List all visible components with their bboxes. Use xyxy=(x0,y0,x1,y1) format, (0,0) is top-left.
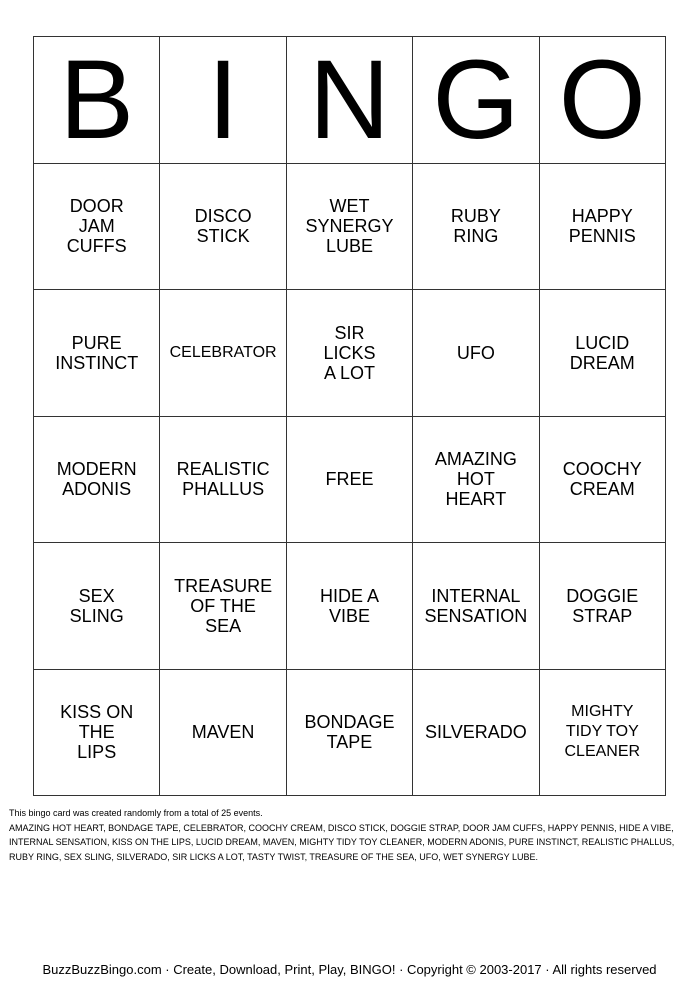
bingo-square xyxy=(287,290,413,417)
bingo-square xyxy=(160,290,286,417)
square-text: MIGHTY TIDY TOY CLEANER xyxy=(564,703,641,761)
bingo-square xyxy=(34,417,160,544)
square-text: DISCO STICK xyxy=(194,206,252,247)
bingo-square xyxy=(413,164,539,291)
bingo-square xyxy=(34,164,160,291)
square-text: RUBY RING xyxy=(450,206,501,247)
bingo-square xyxy=(413,417,539,544)
header-cell-n xyxy=(287,37,413,164)
square-text: UFO xyxy=(456,342,495,363)
square-text: FREE xyxy=(325,469,374,490)
square-text: SEX SLING xyxy=(69,585,124,626)
square-text: AMAZING HOT HEART xyxy=(434,449,517,510)
square-text: KISS ON THE LIPS xyxy=(60,702,134,763)
header-cell-i xyxy=(160,37,286,164)
bingo-square xyxy=(160,543,286,670)
square-text: DOOR JAM CUFFS xyxy=(66,196,127,257)
header-letter: I xyxy=(207,37,239,162)
square-text: BONDAGE TAPE xyxy=(304,712,395,753)
bingo-square xyxy=(287,543,413,670)
square-text: HAPPY PENNIS xyxy=(568,206,636,247)
bingo-square xyxy=(160,670,286,797)
free-square xyxy=(287,417,413,544)
square-text: MAVEN xyxy=(191,722,255,743)
square-text: HIDE A VIBE xyxy=(319,585,379,626)
square-text: SIR LICKS A LOT xyxy=(323,322,376,383)
header-cell-o xyxy=(540,37,666,164)
bingo-square xyxy=(413,670,539,797)
square-text: DOGGIE STRAP xyxy=(566,585,639,626)
bingo-square xyxy=(540,670,666,797)
bingo-square xyxy=(287,670,413,797)
square-text: PURE INSTINCT xyxy=(55,332,139,373)
bingo-square xyxy=(540,417,666,544)
square-text: REALISTIC PHALLUS xyxy=(176,459,270,500)
bingo-square xyxy=(34,543,160,670)
bingo-square xyxy=(160,417,286,544)
header-letter: N xyxy=(309,37,390,162)
square-text: MODERN ADONIS xyxy=(56,459,137,500)
bingo-square xyxy=(160,164,286,291)
bingo-square xyxy=(34,670,160,797)
header-cell-b xyxy=(34,37,160,164)
header-cell-g xyxy=(413,37,539,164)
header-letter: G xyxy=(432,37,520,162)
bingo-square xyxy=(540,543,666,670)
square-text: TREASURE OF THE SEA xyxy=(174,575,273,636)
header-letter: B xyxy=(59,37,135,162)
bingo-square xyxy=(287,164,413,291)
bingo-square xyxy=(413,543,539,670)
footer-copyright: BuzzBuzzBingo.com · Create, Download, Print, Play, BINGO! · Copyright © 2003-2017 · All rights reserved xyxy=(42,962,657,977)
square-text: WET SYNERGY LUBE xyxy=(305,196,394,257)
bingo-square xyxy=(540,290,666,417)
square-text: COOCHY CREAM xyxy=(562,459,642,500)
header-letter: O xyxy=(558,37,646,162)
bingo-square xyxy=(413,290,539,417)
square-text: INTERNAL SENSATION xyxy=(424,585,528,626)
event-notes xyxy=(9,806,693,864)
notes-intro: This bingo card was created randomly from a total of 25 events. xyxy=(9,808,263,818)
square-text: SILVERADO xyxy=(425,722,527,743)
bingo-square xyxy=(540,164,666,291)
event-list: AMAZING HOT HEART, BONDAGE TAPE, CELEBRATOR, COOCHY CREAM, DISCO STICK, DOGGIE STRAP, DOOR JAM CUFFS, HAPPY PENNIS, HIDE A VIBE, INTERNAL SENSATION, KISS ON THE LIPS, LUCID DREAM, MAVEN, MIGHTY TIDY TOY CLEANER, MODERN ADONIS, PURE INSTINCT, REALISTIC PHALLUS, RUBY RING, SEX SLING, SILVERADO, SIR LICKS A LOT, TASTY TWIST, TREASURE OF THE SEA, UFO, WET SYNERGY LUBE. xyxy=(9,822,675,862)
square-text: LUCID DREAM xyxy=(569,332,635,373)
bingo-square xyxy=(34,290,160,417)
square-text: CELEBRATOR xyxy=(169,343,277,361)
bingo-card xyxy=(33,36,666,796)
